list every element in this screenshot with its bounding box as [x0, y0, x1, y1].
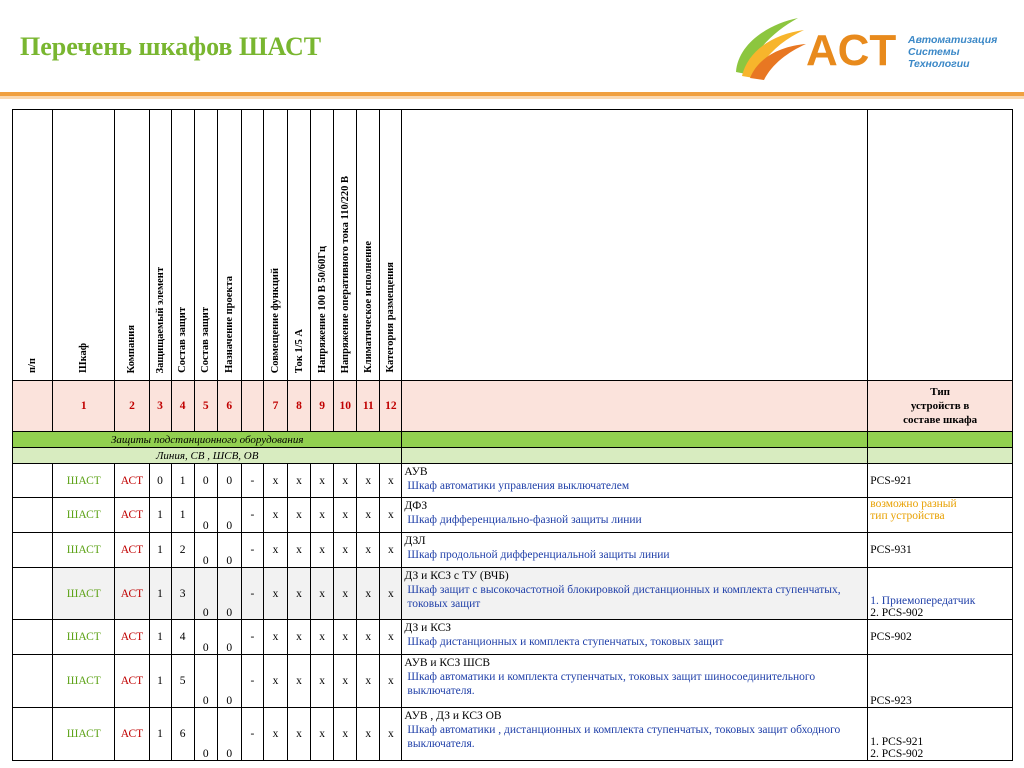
- col-header: Состав защит: [171, 110, 194, 381]
- col-header: Ток 1/5 А: [288, 110, 311, 381]
- col-header-desc: [402, 110, 868, 381]
- col-header: Климатическое исполнение: [357, 110, 380, 381]
- col-header: Напряжение 100 В 50/60Гц: [311, 110, 334, 381]
- col-header: [241, 110, 263, 381]
- col-header: Назначение проекта: [217, 110, 241, 381]
- logo-name: АСТ: [806, 26, 898, 75]
- column-number-row: 1 2 3 4 5 6 7 8 9 10 11 12 Тип устройств в составе шкафа: [13, 381, 1013, 432]
- col-header: Категория размещения: [380, 110, 402, 381]
- subsection-title: Линия, СВ , ШСВ, ОВ: [13, 448, 402, 464]
- page-title: Перечень шкафов ШАСТ: [20, 32, 322, 61]
- subsection-row: [13, 448, 1013, 464]
- col-header: Защищаемый элемент: [149, 110, 171, 381]
- type-column-header: Тип устройств в составе шкафа: [868, 381, 1013, 432]
- cabinet-table: [12, 109, 1013, 761]
- col-header: Совмещение функций: [263, 110, 287, 381]
- col-header: п/п: [13, 110, 53, 381]
- leaf-logo-icon: [728, 14, 808, 82]
- table-row: ШАСТ АСТ 1 3 0 0 - х х х х х х ДЗ и КСЗ с ТУ (ВЧБ) Шкаф защит с высокочастотной блокировкой дистанционных и комплекта ступенчатых, токовых защит 1. Приемопередатчик 2. PCS-902: [13, 568, 1013, 620]
- col-header-type: [868, 110, 1013, 381]
- table-row: ШАСТ АСТ 1 4 0 0 - х х х х х х ДЗ и КСЗ Шкаф дистанционных и комплекта ступенчатых, токовых защит PCS-902: [13, 620, 1013, 655]
- table-row: ШАСТ АСТ 1 5 0 0 - х х х х х х АУВ и КСЗ ШСВ Шкаф автоматики и комплекта ступенчатых, токовых защит шиносоединительного выключателя. PCS-923: [13, 655, 1013, 708]
- section-row: [13, 432, 1013, 448]
- company-logo: [728, 14, 1018, 82]
- col-header: Компания: [115, 110, 149, 381]
- table-row: ШАСТ АСТ 0 1 0 0 - х х х х х х АУВ Шкаф автоматики управления выключателем PCS-921: [13, 464, 1013, 498]
- col-header: Напряжение оперативного тока 110/220 В: [334, 110, 357, 381]
- section-title: Защиты подстанционного оборудования: [13, 432, 402, 448]
- col-header: Состав защит: [194, 110, 217, 381]
- table-row: ШАСТ АСТ 1 6 0 0 - х х х х х х АУВ , ДЗ и КСЗ ОВ Шкаф автоматики , дистанционных и комплекта ступенчатых, токовых защит обходного выключателя. 1. PCS-921 2. PCS-902: [13, 708, 1013, 761]
- table-row: ШАСТ АСТ 1 2 0 0 - х х х х х х ДЗЛ Шкаф продольной дифференциальной защиты линии PCS-931: [13, 533, 1013, 568]
- table-row: ШАСТ АСТ 1 1 0 0 - х х х х х х ДФЗ Шкаф дифференциально-фазной защиты линии возможно разный тип устройства: [13, 498, 1013, 533]
- col-header: Шкаф: [53, 110, 115, 381]
- header-row: [13, 110, 1013, 381]
- logo-subtitle: Автоматизация Системы Технологии: [908, 34, 998, 70]
- header-rule-shadow: [0, 96, 1024, 99]
